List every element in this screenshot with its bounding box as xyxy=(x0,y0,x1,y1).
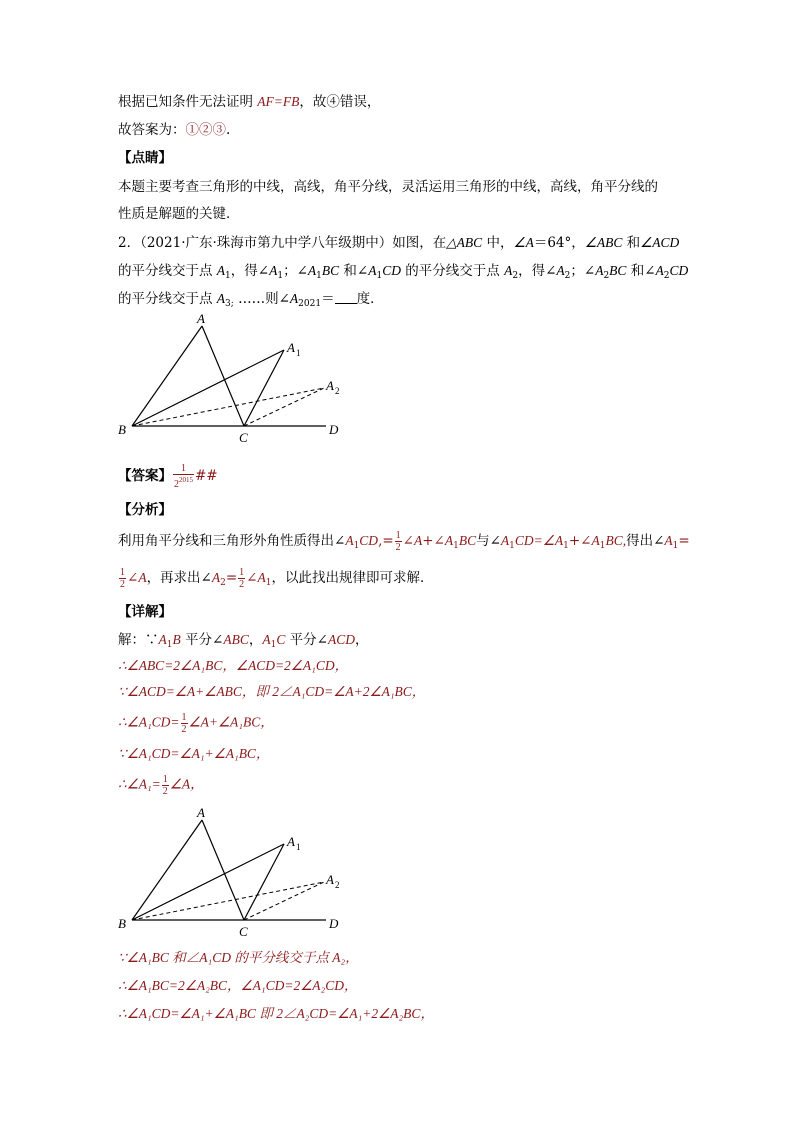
detail-line-1 xyxy=(118,630,368,655)
math: △ABC xyxy=(446,235,483,250)
text: 平分∠ xyxy=(285,632,328,648)
detail-line-8: ∴∠A₁BC=2∠A₂BC，∠A₁CD=2∠A₂CD， xyxy=(118,978,358,993)
text: 和∠ xyxy=(339,263,369,279)
label-a1: A xyxy=(287,834,295,849)
math: A xyxy=(345,533,354,548)
math: A xyxy=(216,291,226,306)
math: A xyxy=(556,263,565,278)
text: ∠A， xyxy=(169,776,204,792)
text: 的平分线交于点 xyxy=(118,263,217,279)
text: 解：∵ xyxy=(118,632,159,648)
text: ；∠ xyxy=(283,263,308,279)
question-2-line-2 xyxy=(118,261,688,286)
numerator: 1 xyxy=(162,774,168,785)
denominator: 2 xyxy=(181,724,187,735)
text: 和∠ xyxy=(626,263,656,279)
heading-xiangjie: 【详解】 xyxy=(118,604,172,620)
text-line-1 xyxy=(118,92,380,112)
sub: 2 xyxy=(564,271,571,281)
text: ∠ xyxy=(127,570,139,586)
label-a1-sub: 1 xyxy=(296,842,301,852)
triangle-figure-1 xyxy=(112,308,352,448)
text-line-4: 性质是解题的关键． xyxy=(118,206,240,222)
math: BC xyxy=(609,263,627,278)
math: BC xyxy=(458,533,477,548)
detail-line-2: ∴∠ABC=2∠A₁BC，∠ACD=2∠A₁CD， xyxy=(118,658,349,673)
math: A xyxy=(664,533,673,548)
label-c: C xyxy=(239,430,248,445)
sub: 1 xyxy=(316,271,322,281)
math: A xyxy=(216,263,226,278)
answer-fraction xyxy=(173,463,194,490)
text-line-3: 本题主要考查三角形的中线，高线，角平分线，灵活运用三角形的中线，高线，角平分线的 xyxy=(118,179,658,195)
text: 中， xyxy=(482,235,514,251)
text: ，再求出∠ xyxy=(146,570,212,586)
math: BC xyxy=(321,263,340,278)
text: 和 xyxy=(622,235,641,251)
label-b: B xyxy=(118,422,126,437)
text: ，故④错误， xyxy=(299,94,381,110)
math: CD xyxy=(382,263,401,278)
math: A xyxy=(500,533,510,548)
text: +∠ xyxy=(422,533,445,549)
text: 2．（2021·广东·珠海市第九中学八年级期中）如图，在 xyxy=(118,235,447,251)
sub: 3; xyxy=(225,299,234,309)
answer-blank xyxy=(335,291,357,304)
text: 利用角平分线和三角形外角性质得出∠ xyxy=(118,533,346,549)
math: ∠A xyxy=(513,235,534,250)
text: ∠A+∠A₁BC， xyxy=(188,714,274,730)
math: A xyxy=(307,263,317,278)
math: C xyxy=(276,632,286,647)
sub: 1 xyxy=(225,271,231,281)
text: ；∠ xyxy=(570,263,596,279)
detail-line-4 xyxy=(118,712,274,735)
label-a: A xyxy=(197,805,205,820)
fraction-half xyxy=(238,567,245,590)
answer-tail: ## xyxy=(195,468,218,484)
text: ，得∠ xyxy=(230,263,270,279)
sub: 1 xyxy=(509,541,515,551)
text: ∠ xyxy=(246,570,258,586)
math: B xyxy=(172,632,181,647)
math: CD xyxy=(669,263,689,278)
text: . xyxy=(226,122,231,138)
fraction-half xyxy=(119,567,126,590)
math: A xyxy=(444,533,454,548)
math-af-fb: AF=FB xyxy=(257,94,300,109)
sub: 1 xyxy=(166,640,173,650)
text: 的平分线交于点 xyxy=(118,291,217,307)
text: +∠ xyxy=(568,533,592,549)
label-a1: A xyxy=(287,340,295,355)
fraction-half xyxy=(181,712,188,735)
math: CD xyxy=(359,533,379,548)
text: ……则∠ xyxy=(233,291,290,307)
answer-numerator: 1 xyxy=(173,463,194,475)
text: = xyxy=(225,570,238,586)
denominator: 2 xyxy=(120,579,125,590)
answer-row xyxy=(118,463,218,490)
sub: 1 xyxy=(277,271,284,281)
text: ＝64°， xyxy=(533,235,585,251)
label-a2-sub: 2 xyxy=(335,386,340,396)
text: ， xyxy=(248,632,263,648)
math: A xyxy=(138,570,147,585)
numerator: 1 xyxy=(239,567,245,578)
denominator: 2 xyxy=(395,542,401,553)
sub: 2021 xyxy=(298,299,322,309)
sub: 1 xyxy=(376,271,383,281)
math: A xyxy=(257,570,266,585)
sub: 1 xyxy=(265,578,272,588)
detail-line-6 xyxy=(118,774,204,797)
math: CD=∠ xyxy=(514,533,555,548)
heading-fenxi: 【分析】 xyxy=(118,502,172,518)
text: ,= xyxy=(378,533,394,549)
math: ACD xyxy=(327,632,355,647)
sub: 1 xyxy=(270,640,277,650)
label-a: A xyxy=(197,311,205,326)
answer-denominator: 2 xyxy=(174,479,179,490)
text: ＝ xyxy=(321,291,335,307)
sub: 2 xyxy=(220,578,226,588)
text: ∴∠A₁= xyxy=(118,776,161,792)
math: A xyxy=(504,263,513,278)
numerator: 1 xyxy=(181,712,187,723)
math: ABC xyxy=(223,632,249,647)
denominator: 2 xyxy=(162,786,168,797)
math: A xyxy=(591,533,600,548)
label-a2-sub: 2 xyxy=(335,880,340,890)
analysis-line-1 xyxy=(118,530,690,556)
detail-line-7: ∵∠A₁BC 和∠A₁CD 的平分线交于点 A₂， xyxy=(118,950,359,965)
analysis-line-2 xyxy=(118,567,433,593)
text-line-2 xyxy=(118,120,230,140)
math: ∠ACD xyxy=(640,235,680,250)
detail-line-5: ∵∠A₁CD=∠A₁+∠A₁BC， xyxy=(118,746,270,761)
detail-line-3: ∵∠ACD=∠A+∠ABC，即 2∠A₁CD=∠A+2∠A₁BC， xyxy=(118,684,426,699)
math: BC, xyxy=(605,533,627,548)
math: ∠ABC xyxy=(584,235,623,250)
sub: 2 xyxy=(603,271,610,281)
text: 得出∠ xyxy=(626,533,665,549)
fraction-half xyxy=(162,774,169,797)
text: ∠ xyxy=(402,533,414,549)
label-a1-sub: 1 xyxy=(296,348,301,358)
question-2-line-1 xyxy=(118,233,679,253)
detail-line-9: ∴∠A₁CD=∠A₁+∠A₁BC 即 2∠A₂CD=∠A₁+2∠A₂BC， xyxy=(118,1006,434,1021)
label-b: B xyxy=(118,916,126,931)
sub: 1 xyxy=(563,541,569,551)
text: 故答案为： xyxy=(118,122,186,138)
text: 平分∠ xyxy=(180,632,224,648)
label-a2: A xyxy=(326,378,334,393)
text: 根据已知条件无法证明 xyxy=(118,94,258,110)
text: ∴∠A₁CD= xyxy=(118,714,180,730)
answer-circled: ①②③ xyxy=(185,122,226,138)
math: A xyxy=(289,291,299,306)
triangle-figure-2 xyxy=(112,802,352,942)
text: 与∠ xyxy=(476,533,501,549)
text: = xyxy=(678,533,690,549)
math: A xyxy=(269,263,278,278)
text: 度． xyxy=(356,291,384,307)
text: 的平分线交于点 xyxy=(401,263,505,279)
sub: 1 xyxy=(599,541,606,551)
math: A xyxy=(413,533,423,548)
numerator: 1 xyxy=(120,567,125,578)
sub: 2 xyxy=(512,271,519,281)
fraction-half xyxy=(395,530,402,553)
label-d: D xyxy=(329,422,339,437)
sub: 1 xyxy=(453,541,459,551)
math: A xyxy=(262,632,271,647)
sub: 2 xyxy=(663,271,670,281)
heading-dianjing: 【点睛】 xyxy=(118,150,172,166)
sub: 1 xyxy=(353,541,360,551)
answer-exponent: 2015 xyxy=(179,476,193,484)
math: A xyxy=(368,263,377,278)
math: A xyxy=(554,533,564,548)
heading-answer: 【答案】 xyxy=(118,468,172,484)
math: A xyxy=(655,263,664,278)
text: ， xyxy=(354,632,369,648)
label-d: D xyxy=(329,916,339,931)
text: ，得∠ xyxy=(518,263,557,279)
math: A xyxy=(595,263,604,278)
math: A xyxy=(211,570,221,585)
math: A xyxy=(158,632,167,647)
label-a2: A xyxy=(326,872,334,887)
numerator: 1 xyxy=(395,530,401,541)
label-c: C xyxy=(239,924,248,939)
sub: 1 xyxy=(672,541,679,551)
text: ，以此找出规律即可求解． xyxy=(271,570,434,586)
denominator: 2 xyxy=(239,579,245,590)
